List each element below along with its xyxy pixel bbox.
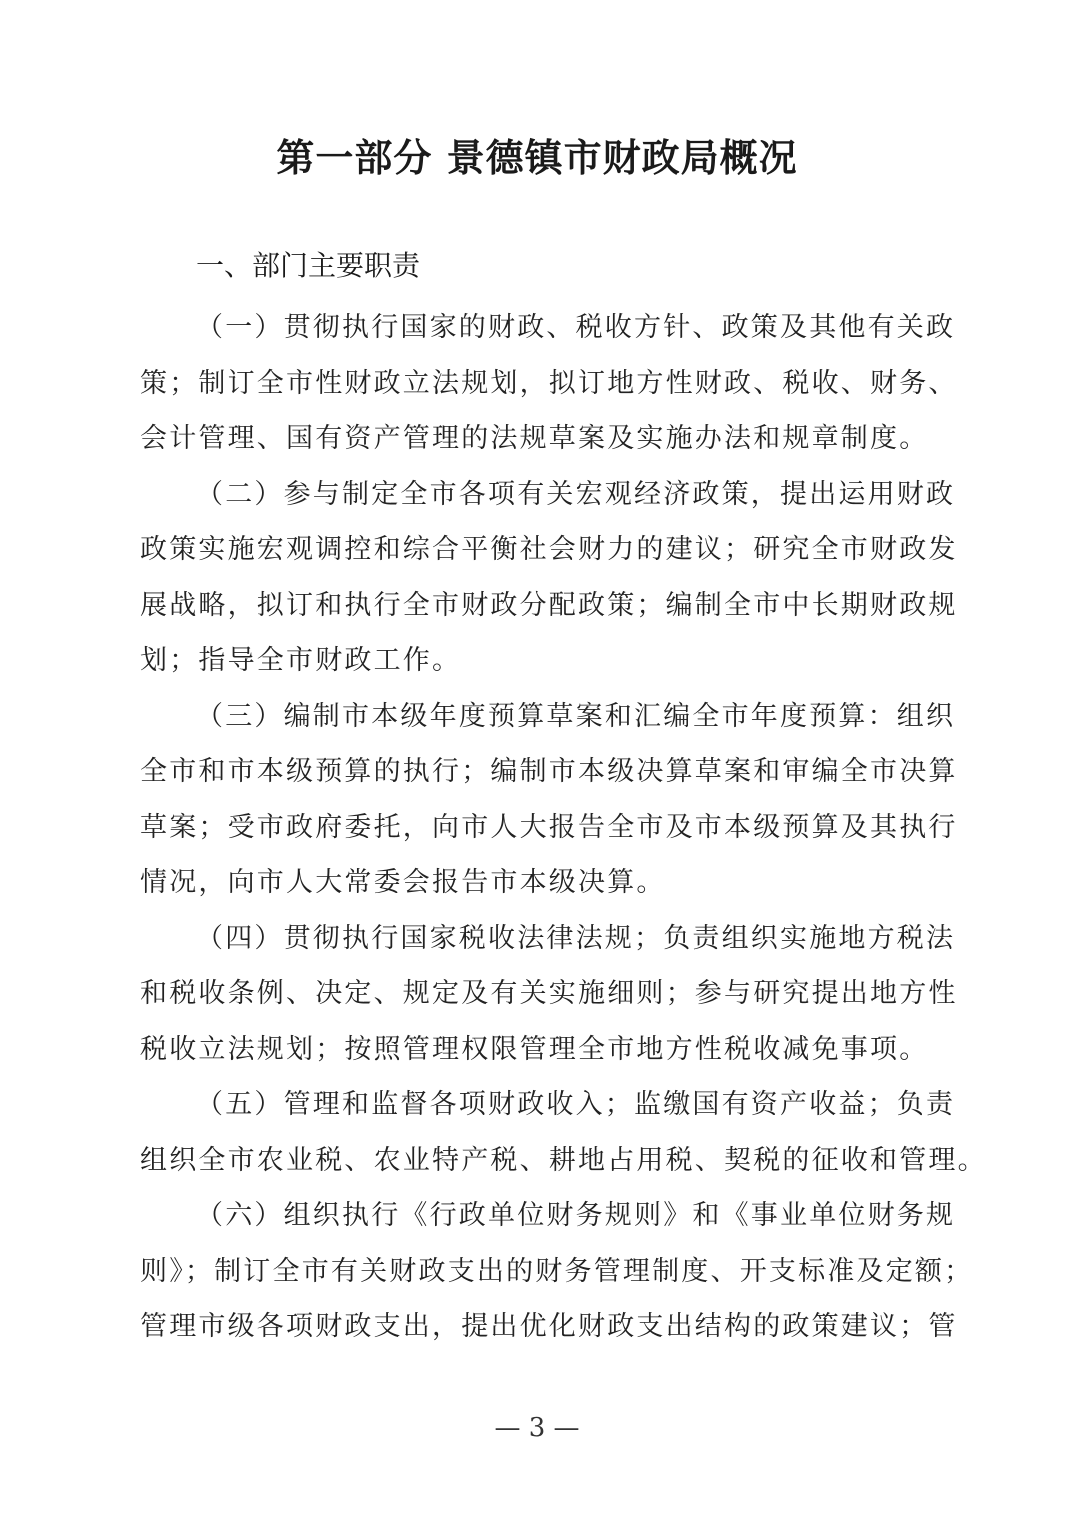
paragraph-5-line-2: 组织全市农业税、农业特产税、耕地占用税、契税的征收和管理。 (140, 1144, 987, 1176)
paragraph-2-line-4: 划；指导全市财政工作。 (140, 645, 462, 676)
paragraph-2-line-1: （二）参与制定全市各项有关宏观经济政策，提出运用财政 (196, 478, 956, 510)
section-heading: 一、部门主要职责 (196, 249, 421, 282)
paragraph-6-line-3: 管理市级各项财政支出，提出优化财政支出结构的政策建议；管 (140, 1311, 958, 1342)
paragraph-3-line-4: 情况，向市人大常委会报告市本级决算。 (140, 867, 666, 898)
page-number: — 3 — (494, 1413, 580, 1443)
page-title: 第一部分 景德镇市财政局概况 (276, 135, 798, 180)
paragraph-3-line-1: （三）编制市本级年度预算草案和汇编全市年度预算：组织 (196, 700, 956, 732)
paragraph-1-line-1: （一）贯彻执行国家的财政、税收方针、政策及其他有关政 (196, 312, 956, 343)
paragraph-2-line-3: 展战略，拟订和执行全市财政分配政策；编制全市中长期财政规 (140, 589, 958, 621)
paragraph-1-line-3: 会计管理、国有资产管理的法规草案及实施办法和规章制度。 (140, 423, 929, 454)
paragraph-6-line-1: （六）组织执行《行政单位财务规则》和《事业单位财务规 (196, 1200, 956, 1231)
paragraph-2-line-2: 政策实施宏观调控和综合平衡社会财力的建议；研究全市财政发 (140, 534, 958, 565)
paragraph-4-line-2: 和税收条例、决定、规定及有关实施细则；参与研究提出地方性 (140, 978, 958, 1009)
paragraph-1-line-2: 策；制订全市性财政立法规划，拟订地方性财政、税收、财务、 (140, 367, 958, 399)
paragraph-5-line-1: （五）管理和监督各项财政收入；监缴国有资产收益；负责 (196, 1089, 956, 1120)
paragraph-6-line-2: 则》；制订全市有关财政支出的财务管理制度、开支标准及定额； (140, 1255, 974, 1287)
body-text (140, 300, 987, 1355)
paragraph-4-line-3: 税收立法规划；按照管理权限管理全市地方性税收减免事项。 (140, 1033, 929, 1065)
paragraph-4-line-1: （四）贯彻执行国家税收法律法规；负责组织实施地方税法 (196, 922, 956, 954)
paragraph-3-line-2: 全市和市本级预算的执行；编制市本级决算草案和审编全市决算 (140, 756, 958, 787)
paragraph-3-line-3: 草案；受市政府委托，向市人大报告全市及市本级预算及其执行 (140, 811, 958, 843)
